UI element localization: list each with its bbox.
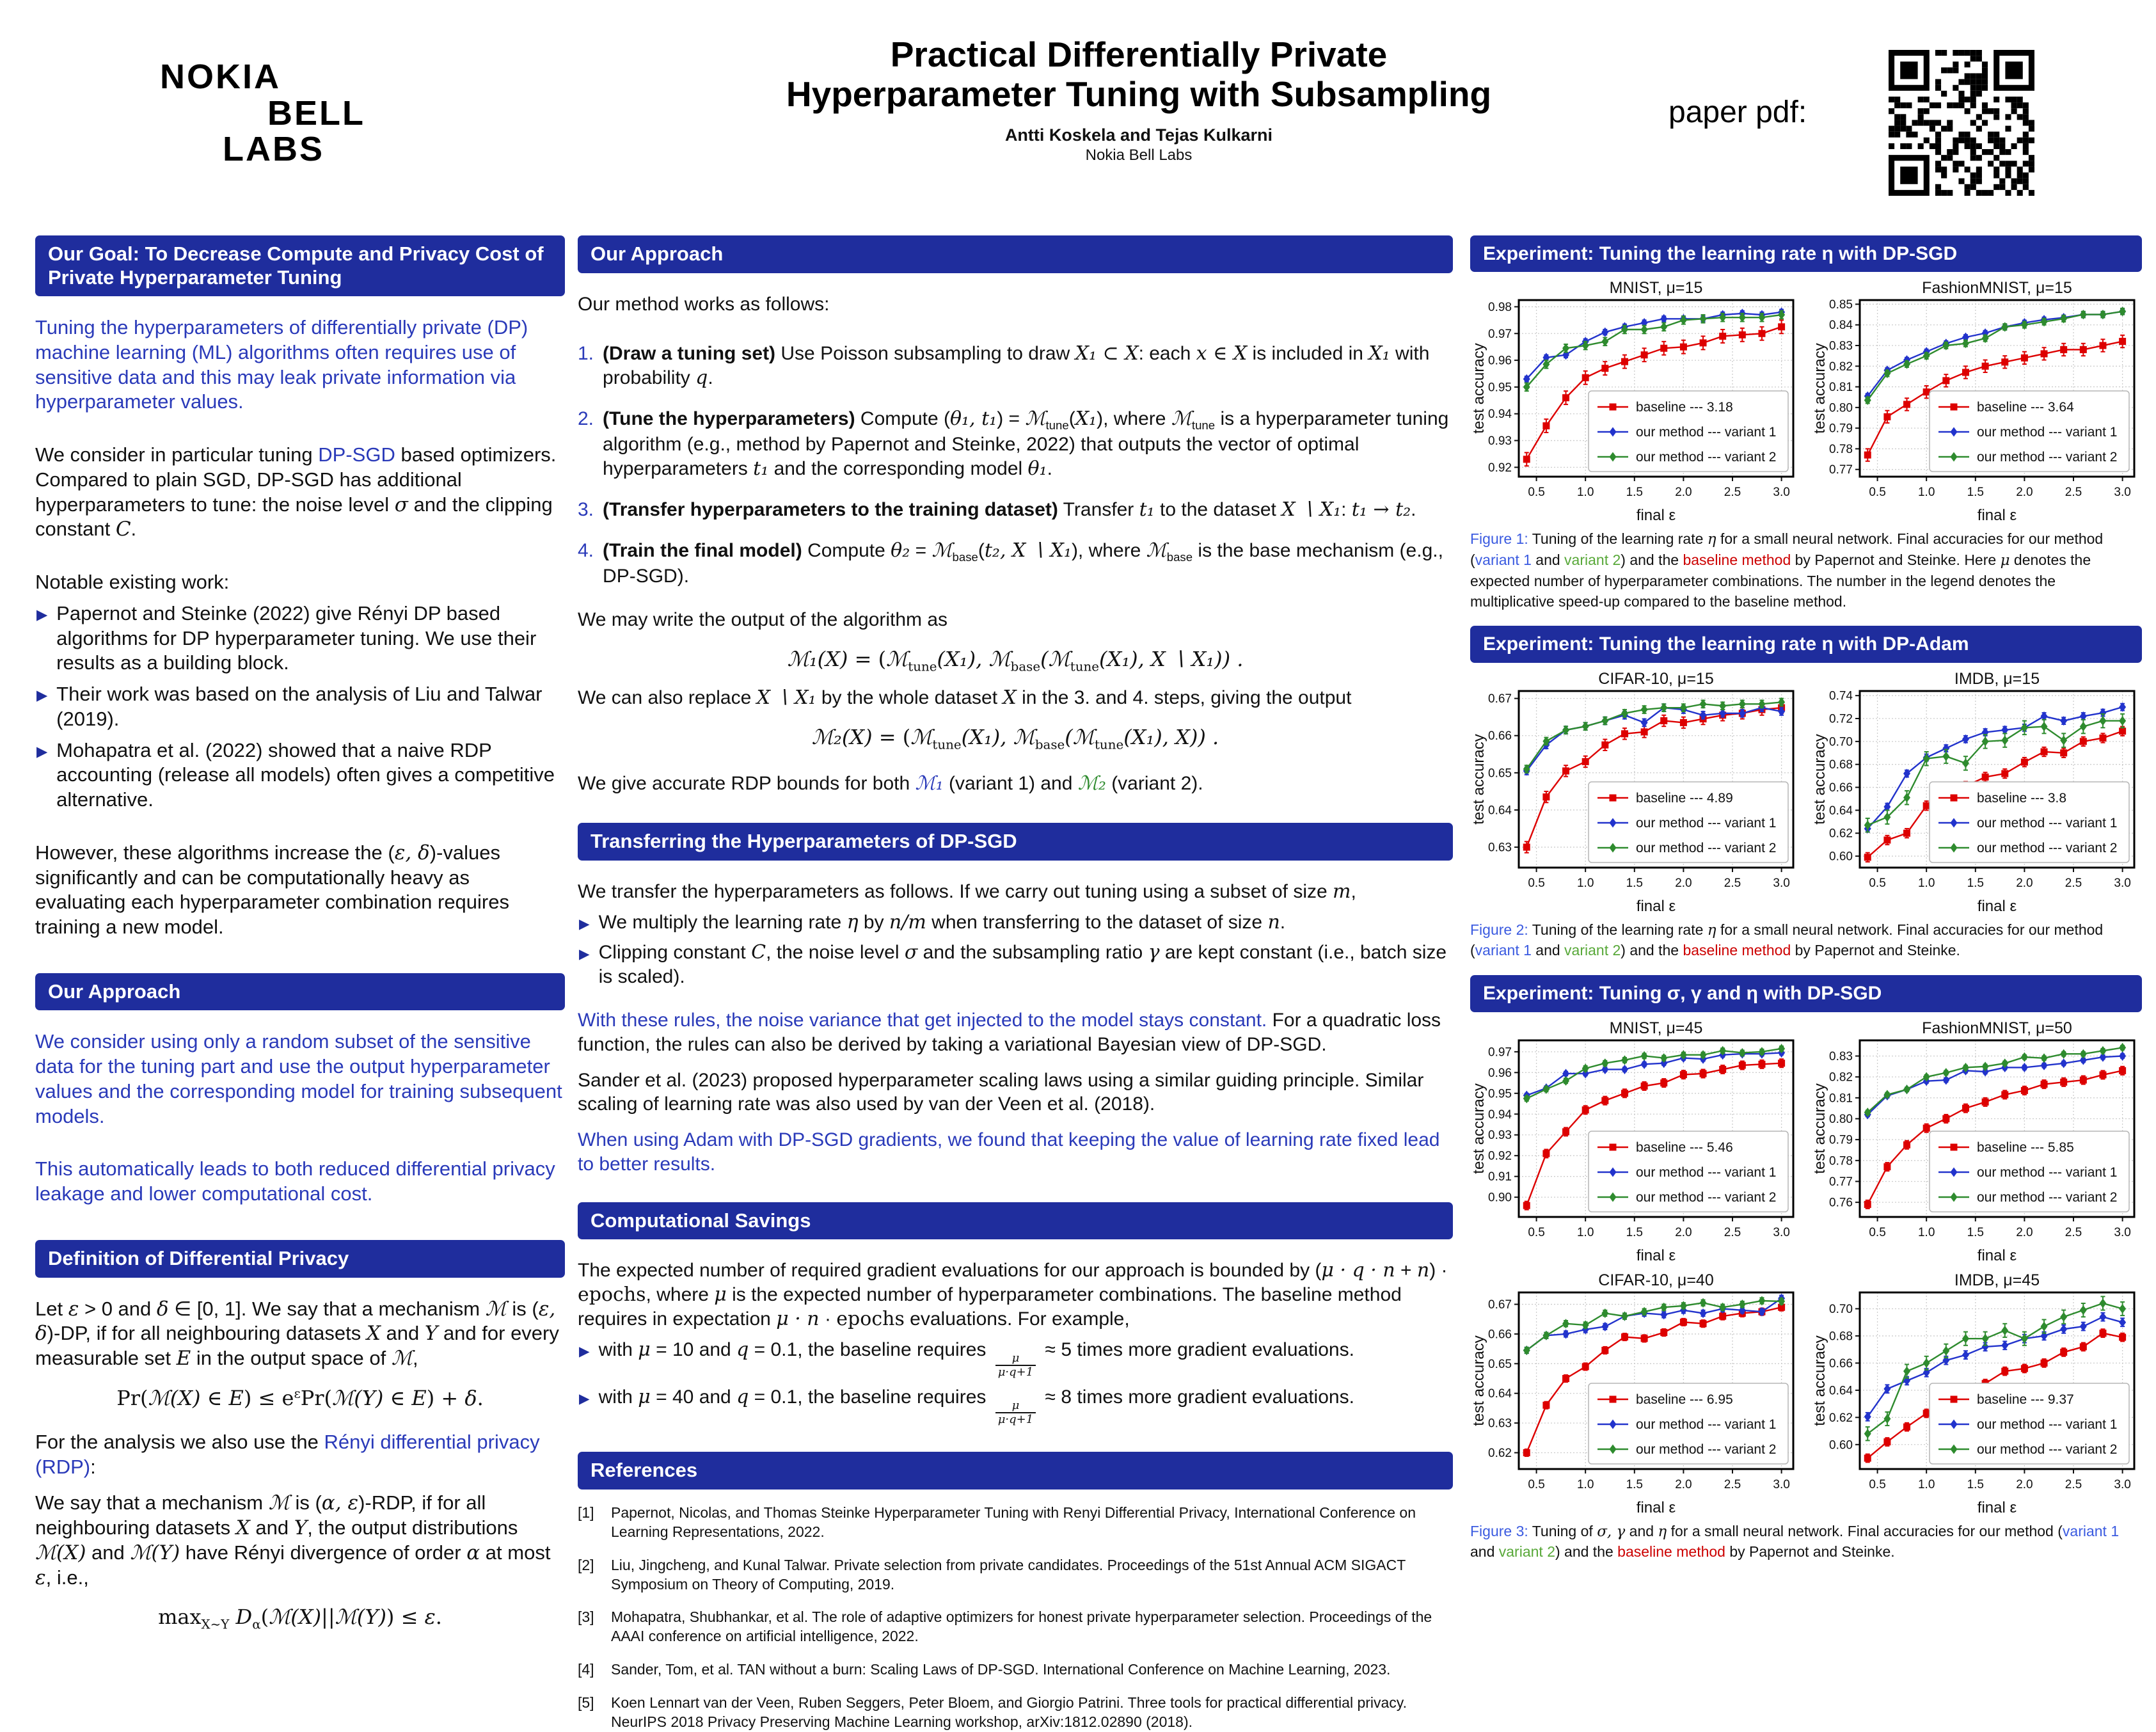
- svg-text:2.0: 2.0: [1675, 486, 1692, 500]
- reference-item-5: [578, 1694, 1453, 1732]
- svg-text:final ε: final ε: [1636, 897, 1676, 915]
- step-4-text: (Train the final model) Compute θ₂ = ℳ$_{base}$(t₂, X ∖ X₁), where ℳ$_{base}$ is the base mechanism (e.g., DP-SGD).: [603, 539, 1443, 587]
- svg-text:3.0: 3.0: [1773, 486, 1790, 500]
- svg-text:0.64: 0.64: [1488, 804, 1512, 818]
- dp-equation-2: $\max_{X\sim Y}$ $D_\alpha(ℳ(X)||ℳ(Y)) \le \varepsilon$.: [158, 1605, 442, 1632]
- bullet-triangle-icon: ▶: [36, 743, 48, 759]
- svg-text:0.92: 0.92: [1488, 1149, 1512, 1163]
- svg-text:2.5: 2.5: [1724, 1477, 1741, 1491]
- svg-text:0.94: 0.94: [1488, 1108, 1512, 1122]
- svg-text:1.0: 1.0: [1576, 876, 1594, 890]
- svg-text:final ε: final ε: [1977, 507, 2017, 525]
- reference-1-text: Papernot, Nicolas, and Thomas Steinke Hyperparameter Tuning with Renyi Differential Privacy, International Conference on Learning Representations, 2022.: [611, 1504, 1416, 1540]
- reference-number: [5]: [578, 1694, 594, 1712]
- bullet-triangle-icon: ▶: [579, 915, 590, 932]
- svg-text:0.95: 0.95: [1488, 1086, 1512, 1100]
- svg-text:our method --- variant 2: our method --- variant 2: [1977, 1442, 2118, 1457]
- transfer-paragraph-1: We transfer the hyperparameters as follows. If we carry out tuning using a subset of size m,: [578, 880, 1356, 903]
- svg-text:0.96: 0.96: [1488, 1066, 1512, 1080]
- section-header-computational-savings: Computational Savings: [578, 1202, 1453, 1240]
- svg-text:2.5: 2.5: [2065, 1225, 2082, 1239]
- svg-text:2.5: 2.5: [1724, 1225, 1741, 1239]
- approach-left-paragraph-1: We consider using only a random subset of the sensitive data for the tuning part and use the output hyperparameter values and the corresponding model for training subsequent models.: [35, 1030, 562, 1127]
- svg-text:0.76: 0.76: [1829, 1196, 1853, 1210]
- reference-item-2: [578, 1556, 1453, 1594]
- svg-text:our method --- variant 2: our method --- variant 2: [1977, 840, 2118, 855]
- svg-text:0.81: 0.81: [1829, 1091, 1853, 1105]
- transfer-bullet-2-text: Clipping constant C, the noise level σ and the subsampling ratio γ are kept constant (i.e., batch size is scaled).: [598, 941, 1447, 988]
- svg-text:0.78: 0.78: [1829, 1154, 1853, 1168]
- svg-text:0.68: 0.68: [1829, 1330, 1853, 1344]
- svg-text:2.0: 2.0: [1675, 1225, 1692, 1239]
- svg-text:FashionMNIST, μ=15: FashionMNIST, μ=15: [1922, 279, 2072, 298]
- poster-title-line1: Practical Differentially Private: [890, 35, 1388, 74]
- svg-text:0.82: 0.82: [1829, 360, 1853, 374]
- savings-bullet-2: [578, 1385, 1453, 1426]
- svg-text:0.64: 0.64: [1488, 1386, 1512, 1401]
- step-number: 4.: [578, 539, 594, 561]
- svg-text:1.5: 1.5: [1967, 1477, 1985, 1491]
- bullet-triangle-icon: ▶: [579, 946, 590, 962]
- chart-imdb-mu45: [1811, 1269, 2141, 1519]
- svg-text:0.66: 0.66: [1488, 1328, 1512, 1342]
- svg-text:0.62: 0.62: [1829, 827, 1853, 841]
- reference-item-1: [578, 1504, 1453, 1542]
- svg-text:0.65: 0.65: [1488, 767, 1512, 781]
- section-header-our-approach-left: Our Approach: [35, 973, 565, 1011]
- svg-text:test accuracy: test accuracy: [1811, 343, 1828, 434]
- svg-text:0.93: 0.93: [1488, 434, 1512, 449]
- goal-bullet-1: [35, 601, 565, 676]
- left-column: [35, 235, 565, 1633]
- step-2-text: (Tune the hyperparameters) Compute (θ₁, t₁) = ℳ$_{tune}$(X₁), where ℳ$_{tune}$ is a hyperparameter tuning algorithm (e.g., method by Papernot and Steinke, 2022) that outputs the vector of optimal hyperparameters t₁ and the corresponding model θ₁.: [603, 407, 1449, 481]
- svg-text:our method --- variant 1: our method --- variant 1: [1977, 1164, 2118, 1180]
- svg-text:1.0: 1.0: [1576, 1477, 1594, 1491]
- svg-text:baseline --- 5.46: baseline --- 5.46: [1636, 1140, 1733, 1155]
- svg-text:0.97: 0.97: [1488, 1045, 1512, 1059]
- svg-text:0.80: 0.80: [1829, 401, 1853, 415]
- svg-text:MNIST, μ=15: MNIST, μ=15: [1609, 279, 1703, 298]
- chart-cifar10-mu15: [1470, 668, 1800, 918]
- method-step-3: [578, 498, 1453, 522]
- svg-text:our method --- variant 2: our method --- variant 2: [1636, 450, 1777, 465]
- svg-text:0.64: 0.64: [1829, 1383, 1853, 1397]
- transfer-paragraph-3: Sander et al. (2023) proposed hyperparameter scaling laws using a similar guiding principle. Similar scaling of learning rate was also used by van der Veen et al. (2018).: [578, 1069, 1424, 1115]
- chart-mnist-mu45: [1470, 1017, 1800, 1267]
- approach-paragraph-output: We may write the output of the algorithm as: [578, 609, 948, 630]
- step-3-text: (Transfer hyperparameters to the training dataset) Transfer t₁ to the dataset X ∖ X₁: t₁ → t₂.: [603, 498, 1416, 521]
- svg-text:CIFAR-10, μ=15: CIFAR-10, μ=15: [1598, 669, 1714, 688]
- svg-text:IMDB, μ=15: IMDB, μ=15: [1954, 669, 2040, 688]
- svg-text:1.5: 1.5: [1626, 486, 1644, 500]
- middle-column: [578, 235, 1453, 1732]
- svg-text:0.91: 0.91: [1488, 1170, 1512, 1184]
- svg-text:0.62: 0.62: [1829, 1411, 1853, 1425]
- dp-equation-1: Pr(ℳ(X) ∈ $E) \le e^\varepsilon Pr(ℳ(Y)$ ∈ E) + δ.: [116, 1385, 484, 1410]
- svg-text:0.79: 0.79: [1829, 422, 1853, 436]
- svg-text:test accuracy: test accuracy: [1811, 1335, 1828, 1426]
- svg-text:0.79: 0.79: [1829, 1133, 1853, 1147]
- svg-text:0.77: 0.77: [1829, 1175, 1853, 1189]
- svg-text:final ε: final ε: [1977, 1498, 2017, 1516]
- transfer-bullet-1-text: We multiply the learning rate η by n/m when transferring to the dataset of size n.: [598, 910, 1286, 934]
- svg-text:0.5: 0.5: [1528, 1477, 1545, 1491]
- step-number: 3.: [578, 498, 594, 520]
- svg-text:our method --- variant 2: our method --- variant 2: [1636, 840, 1777, 855]
- savings-bullet-1: [578, 1338, 1453, 1379]
- svg-text:2.0: 2.0: [1675, 1477, 1692, 1491]
- svg-text:baseline --- 3.64: baseline --- 3.64: [1977, 400, 2074, 415]
- svg-text:test accuracy: test accuracy: [1470, 1335, 1487, 1426]
- step-1-text: (Draw a tuning set) Use Poisson subsampling to draw X₁ ⊂ X: each x ∈ X is included in X₁ with probability q.: [603, 342, 1430, 390]
- svg-text:2.5: 2.5: [2065, 486, 2082, 500]
- svg-text:0.66: 0.66: [1488, 729, 1512, 743]
- step-number: 2.: [578, 408, 594, 429]
- svg-text:1.5: 1.5: [1626, 1477, 1644, 1491]
- reference-item-3: [578, 1608, 1453, 1646]
- transfer-paragraph-4: When using Adam with DP-SGD gradients, we found that keeping the value of learning rate fixed lead to better results.: [578, 1129, 1440, 1175]
- logo-line-labs: LABS: [223, 130, 324, 169]
- section-header-references: References: [578, 1452, 1453, 1490]
- svg-text:0.65: 0.65: [1488, 1357, 1512, 1371]
- svg-text:IMDB, μ=45: IMDB, μ=45: [1954, 1271, 2040, 1289]
- reference-4-text: Sander, Tom, et al. TAN without a burn: Scaling Laws of DP-SGD. International Conference on Machine Learning, 2023.: [611, 1661, 1391, 1678]
- svg-text:our method --- variant 1: our method --- variant 1: [1636, 425, 1777, 440]
- svg-text:our method --- variant 2: our method --- variant 2: [1977, 1189, 2118, 1205]
- svg-text:2.0: 2.0: [1675, 876, 1692, 890]
- svg-text:0.68: 0.68: [1829, 758, 1853, 772]
- approach-paragraph-bounds: We give accurate RDP bounds for both ℳ₁ (variant 1) and ℳ₂ (variant 2).: [578, 772, 1203, 795]
- chart-imdb-mu15: [1811, 668, 2141, 918]
- svg-text:test accuracy: test accuracy: [1470, 343, 1487, 434]
- svg-text:test accuracy: test accuracy: [1811, 1083, 1828, 1174]
- figure-3-caption: Figure 3: Tuning of σ, γ and η for a small neural network. Final accuracies for our method (variant 1 and variant 2) and the baseline method by Papernot and Steinke.: [1470, 1522, 2120, 1561]
- svg-text:1.5: 1.5: [1626, 1225, 1644, 1239]
- svg-text:0.72: 0.72: [1829, 712, 1853, 726]
- svg-text:final ε: final ε: [1636, 1246, 1676, 1264]
- figure-1-caption: Figure 1: Tuning of the learning rate η for a small neural network. Final accuracies for our method (variant 1 and variant 2) and the baseline method by Papernot and Steinke. Here μ denotes the expected number of hyperparameter combinations. The number in the legend denotes the multiplicative speed-up compared to the baseline method.: [1470, 530, 2104, 610]
- paper-pdf-label: paper pdf:: [1669, 95, 1807, 129]
- svg-text:2.0: 2.0: [2016, 1477, 2033, 1491]
- svg-text:2.5: 2.5: [2065, 1477, 2082, 1491]
- svg-text:our method --- variant 1: our method --- variant 1: [1977, 1417, 2118, 1432]
- svg-text:0.64: 0.64: [1829, 804, 1853, 818]
- goal-bullet-3: [35, 738, 565, 813]
- authors: Antti Koskela and Tejas Kulkarni: [1004, 125, 1273, 145]
- svg-text:2.0: 2.0: [2016, 876, 2033, 890]
- goal-paragraph-4: However, these algorithms increase the (ε, δ)-values significantly and can be computationally heavy as evaluating each hyperparameter combination requires training a new model.: [35, 841, 509, 939]
- reference-3-text: Mohapatra, Shubhankar, et al. The role of adaptive optimizers for honest private hyperparameter selection. Proceedings of the AAAI conference on artificial intelligence, 2022.: [611, 1609, 1432, 1645]
- equation-m1: ℳ₁(X) = (ℳ$_{tune}$(X₁), ℳ$_{base}$(ℳ$_{tune}$(X₁), X ∖ X₁)) .: [787, 646, 1244, 674]
- nokia-bell-labs-logo: [160, 59, 365, 168]
- svg-text:our method --- variant 1: our method --- variant 1: [1977, 815, 2118, 830]
- svg-text:0.60: 0.60: [1829, 850, 1853, 864]
- savings-paragraph-1: The expected number of required gradient evaluations for our approach is bounded by (μ · q · n + n) · epochs, where μ is the expected number of hyperparameter combinations. The baseline method requires in expectation μ · n · epochs evaluations. For example,: [578, 1259, 1448, 1330]
- svg-text:baseline --- 3.18: baseline --- 3.18: [1636, 400, 1733, 415]
- title-block: [640, 35, 1638, 164]
- chart-cifar10-mu40: [1470, 1269, 1800, 1519]
- dp-paragraph-1: Let ε > 0 and δ ∈ [0, 1]. We say that a mechanism ℳ is (ε, δ)-DP, if for all neighbouring datasets X and Y and for every measurable set E in the output space of ℳ,: [35, 1297, 559, 1371]
- savings-bullet-1-text: with μ = 10 and q = 0.1, the baseline requires $\frac{\mu}{\mu\cdot q+1}$ ≈ 5 times more gradient evaluations.: [598, 1338, 1354, 1379]
- svg-text:0.5: 0.5: [1869, 876, 1886, 890]
- goal-bullet-2-text: Their work was based on the analysis of Liu and Talwar (2019).: [56, 683, 543, 730]
- svg-text:our method --- variant 1: our method --- variant 1: [1636, 815, 1777, 830]
- svg-text:3.0: 3.0: [1773, 1477, 1790, 1491]
- svg-text:0.5: 0.5: [1528, 876, 1545, 890]
- svg-text:FashionMNIST, μ=50: FashionMNIST, μ=50: [1922, 1019, 2072, 1037]
- svg-text:0.83: 0.83: [1829, 339, 1853, 353]
- reference-5-text: Koen Lennart van der Veen, Ruben Seggers, Peter Bloem, and Giorgio Patrini. Three tools for practical differential privacy. NeurIPS 2018 Privacy Preserving Machine Learning workshop, arXiv:1812.02890 (2018).: [611, 1694, 1407, 1731]
- reference-number: [2]: [578, 1556, 594, 1573]
- svg-text:MNIST, μ=45: MNIST, μ=45: [1609, 1019, 1703, 1037]
- svg-text:2.5: 2.5: [1724, 876, 1741, 890]
- svg-text:1.5: 1.5: [1967, 1225, 1985, 1239]
- svg-text:0.70: 0.70: [1829, 735, 1853, 749]
- svg-text:3.0: 3.0: [2114, 1225, 2131, 1239]
- qr-code-icon: [1889, 50, 2034, 196]
- svg-text:CIFAR-10, μ=40: CIFAR-10, μ=40: [1598, 1271, 1714, 1289]
- reference-number: [4]: [578, 1661, 594, 1678]
- svg-text:0.82: 0.82: [1829, 1070, 1853, 1084]
- transfer-bullet-2: [578, 941, 1453, 989]
- svg-text:our method --- variant 1: our method --- variant 1: [1636, 1417, 1777, 1432]
- bullet-triangle-icon: ▶: [36, 606, 48, 623]
- svg-text:baseline --- 5.85: baseline --- 5.85: [1977, 1140, 2074, 1155]
- references-list: [578, 1504, 1453, 1732]
- svg-text:3.0: 3.0: [1773, 1225, 1790, 1239]
- goal-paragraph-1: Tuning the hyperparameters of differentially private (DP) machine learning (ML) algorithms often requires use of sensitive data and this may leak private information via hyperparameter values.: [35, 316, 528, 413]
- step-number: 1.: [578, 343, 594, 365]
- goal-paragraph-2: We consider in particular tuning DP-SGD based optimizers. Compared to plain SGD, DP-SGD has additional hyperparameters to tune: the noise level σ and the clipping constant C.: [35, 443, 557, 541]
- section-header-our-goal: Our Goal: To Decrease Compute and Privacy Cost of Private Hyperparameter Tuning: [35, 235, 565, 296]
- svg-text:3.0: 3.0: [2114, 1477, 2131, 1491]
- reference-item-4: [578, 1660, 1453, 1680]
- svg-text:0.77: 0.77: [1829, 463, 1853, 477]
- svg-text:0.96: 0.96: [1488, 354, 1512, 368]
- svg-text:0.5: 0.5: [1869, 486, 1886, 500]
- chart-fashionmnist-mu15: [1811, 277, 2141, 527]
- svg-text:0.5: 0.5: [1528, 486, 1545, 500]
- svg-text:0.81: 0.81: [1829, 381, 1853, 395]
- svg-text:0.70: 0.70: [1829, 1302, 1853, 1316]
- svg-text:baseline --- 9.37: baseline --- 9.37: [1977, 1392, 2074, 1407]
- goal-paragraph-3: Notable existing work:: [35, 571, 230, 594]
- svg-text:final ε: final ε: [1636, 507, 1676, 525]
- method-step-2: [578, 407, 1453, 481]
- chart-fashionmnist-mu50: [1811, 1017, 2141, 1267]
- dp-paragraph-3: We say that a mechanism ℳ is (α, ε)-RDP, if for all neighbouring datasets X and Y, the output distributions ℳ(X) and ℳ(Y) have Rényi divergence of order α at most ε, i.e.,: [35, 1491, 551, 1589]
- savings-bullet-2-text: with μ = 40 and q = 0.1, the baseline requires $\frac{\mu}{\mu\cdot q+1}$ ≈ 8 times more gradient evaluations.: [598, 1386, 1354, 1427]
- svg-text:2.0: 2.0: [2016, 1225, 2033, 1239]
- logo-line-bell: BELL: [267, 93, 365, 132]
- svg-text:1.0: 1.0: [1576, 1225, 1594, 1239]
- svg-text:baseline --- 6.95: baseline --- 6.95: [1636, 1392, 1733, 1407]
- svg-text:final ε: final ε: [1977, 897, 2017, 915]
- svg-text:1.0: 1.0: [1576, 486, 1594, 500]
- section-header-dp-definition: Definition of Differential Privacy: [35, 1240, 565, 1278]
- svg-text:final ε: final ε: [1636, 1498, 1676, 1516]
- svg-text:0.84: 0.84: [1829, 319, 1853, 333]
- goal-bullet-2: [35, 682, 565, 732]
- section-header-transferring: Transferring the Hyperparameters of DP-SGD: [578, 823, 1453, 861]
- svg-text:0.62: 0.62: [1488, 1446, 1512, 1460]
- section-header-experiment-1: Experiment: Tuning the learning rate η with DP-SGD: [1470, 235, 2142, 272]
- svg-text:1.0: 1.0: [1917, 876, 1935, 890]
- svg-text:3.0: 3.0: [2114, 486, 2131, 500]
- affiliation: Nokia Bell Labs: [1085, 147, 1193, 164]
- svg-text:1.0: 1.0: [1917, 1225, 1935, 1239]
- svg-text:0.60: 0.60: [1829, 1438, 1853, 1452]
- svg-text:1.5: 1.5: [1967, 876, 1985, 890]
- reference-2-text: Liu, Jingcheng, and Kunal Talwar. Private selection from private candidates. Proceedings of the 51st Annual ACM SIGACT Symposium on Theory of Computing, 2019.: [611, 1556, 1406, 1593]
- svg-text:0.5: 0.5: [1869, 1225, 1886, 1239]
- bullet-triangle-icon: ▶: [579, 1342, 590, 1359]
- svg-text:0.92: 0.92: [1488, 461, 1512, 475]
- bullet-triangle-icon: ▶: [579, 1390, 590, 1406]
- approach-paragraph-replace: We can also replace X ∖ X₁ by the whole dataset X in the 3. and 4. steps, giving the output: [578, 687, 1352, 710]
- svg-text:0.93: 0.93: [1488, 1128, 1512, 1142]
- svg-text:3.0: 3.0: [2114, 876, 2131, 890]
- svg-text:our method --- variant 1: our method --- variant 1: [1977, 425, 2118, 440]
- figure-1: [1470, 277, 2142, 527]
- svg-text:0.66: 0.66: [1829, 781, 1853, 795]
- svg-text:0.85: 0.85: [1829, 298, 1853, 312]
- svg-text:0.90: 0.90: [1488, 1191, 1512, 1205]
- logo-line-nokia: NOKIA: [160, 58, 281, 96]
- transfer-bullet-1: [578, 910, 1453, 935]
- svg-text:0.80: 0.80: [1829, 1112, 1853, 1126]
- section-header-experiment-2: Experiment: Tuning the learning rate η with DP-Adam: [1470, 626, 2142, 662]
- svg-text:0.97: 0.97: [1488, 328, 1512, 342]
- equation-m2: ℳ₂(X) = (ℳ$_{tune}$(X₁), ℳ$_{base}$(ℳ$_{tune}$(X₁), X)) .: [811, 724, 1219, 752]
- svg-text:0.63: 0.63: [1488, 841, 1512, 855]
- svg-text:0.83: 0.83: [1829, 1049, 1853, 1063]
- svg-text:test accuracy: test accuracy: [1811, 734, 1828, 825]
- svg-text:0.78: 0.78: [1829, 443, 1853, 457]
- svg-text:1.0: 1.0: [1917, 1477, 1935, 1491]
- svg-text:1.0: 1.0: [1917, 486, 1935, 500]
- svg-text:0.63: 0.63: [1488, 1417, 1512, 1431]
- figure-2: [1470, 668, 2142, 918]
- svg-text:baseline --- 4.89: baseline --- 4.89: [1636, 790, 1733, 806]
- method-intro: Our method works as follows:: [578, 293, 830, 315]
- figure-2-caption: Figure 2: Tuning of the learning rate η for a small neural network. Final accuracies for our method (variant 1 and variant 2) and the baseline method by Papernot and Steinke.: [1470, 921, 2104, 959]
- svg-text:test accuracy: test accuracy: [1470, 734, 1487, 825]
- method-step-4: [578, 539, 1453, 589]
- svg-text:0.98: 0.98: [1488, 301, 1512, 315]
- svg-text:2.5: 2.5: [2065, 876, 2082, 890]
- poster-title-line2: Hyperparameter Tuning with Subsampling: [786, 74, 1492, 114]
- dp-paragraph-2: For the analysis we also use the Rényi differential privacy (RDP):: [35, 1430, 540, 1478]
- svg-text:3.0: 3.0: [1773, 876, 1790, 890]
- svg-text:1.5: 1.5: [1626, 876, 1644, 890]
- right-column: [1470, 235, 2142, 1562]
- svg-text:test accuracy: test accuracy: [1470, 1083, 1487, 1174]
- section-header-our-approach-mid: Our Approach: [578, 235, 1453, 273]
- approach-left-paragraph-2: This automatically leads to both reduced differential privacy leakage and lower computational cost.: [35, 1157, 555, 1205]
- svg-text:final ε: final ε: [1977, 1246, 2017, 1264]
- svg-text:0.95: 0.95: [1488, 381, 1512, 395]
- reference-number: [1]: [578, 1504, 594, 1521]
- svg-text:2.0: 2.0: [2016, 486, 2033, 500]
- transfer-paragraph-2: With these rules, the noise variance that get injected to the model stays constant. For a quadratic loss function, the rules can also be derived by taking a variational Bayesian view of DP-SGD.: [578, 1009, 1441, 1055]
- svg-text:our method --- variant 2: our method --- variant 2: [1977, 450, 2118, 465]
- svg-text:0.67: 0.67: [1488, 1298, 1512, 1312]
- svg-text:baseline --- 3.8: baseline --- 3.8: [1977, 790, 2067, 806]
- svg-text:0.94: 0.94: [1488, 408, 1512, 422]
- method-step-1: [578, 342, 1453, 390]
- svg-text:our method --- variant 1: our method --- variant 1: [1636, 1164, 1777, 1180]
- chart-mnist-mu15: [1470, 277, 1800, 527]
- svg-text:0.5: 0.5: [1869, 1477, 1886, 1491]
- figure-3: [1470, 1017, 2142, 1519]
- svg-text:2.5: 2.5: [1724, 486, 1741, 500]
- svg-text:0.5: 0.5: [1528, 1225, 1545, 1239]
- svg-text:0.67: 0.67: [1488, 692, 1512, 706]
- bullet-triangle-icon: ▶: [36, 687, 48, 704]
- svg-text:our method --- variant 2: our method --- variant 2: [1636, 1442, 1777, 1457]
- goal-bullet-1-text: Papernot and Steinke (2022) give Rényi DP based algorithms for DP hyperparameter tuning. We use their results as a building block.: [56, 601, 537, 674]
- svg-text:1.5: 1.5: [1967, 486, 1985, 500]
- reference-number: [3]: [578, 1609, 594, 1626]
- section-header-experiment-3: Experiment: Tuning σ, γ and η with DP-SGD: [1470, 975, 2142, 1012]
- svg-text:0.74: 0.74: [1829, 689, 1853, 703]
- svg-text:our method --- variant 2: our method --- variant 2: [1636, 1189, 1777, 1205]
- svg-text:0.66: 0.66: [1829, 1356, 1853, 1371]
- goal-bullet-3-text: Mohapatra et al. (2022) showed that a naive RDP accounting (release all models) often gives a competitive alternative.: [56, 738, 555, 811]
